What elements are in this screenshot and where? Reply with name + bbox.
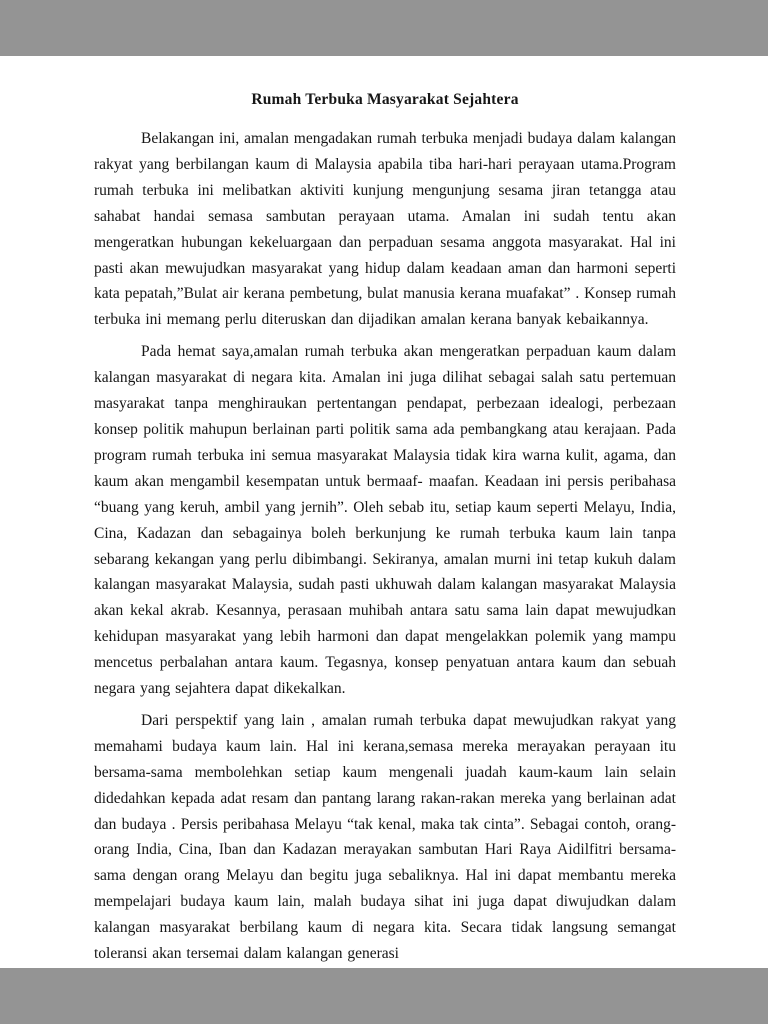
paragraph-3: Dari perspektif yang lain , amalan rumah terbuka dapat mewujudkan rakyat yang memahami budaya kaum lain. Hal ini kerana,semasa mereka merayakan perayaan itu bersama-sama membolehkan setiap kaum mengenali juadah kaum-kaum lain selain didedahkan kepada adat resam dan pantang larang rakan-rakan mereka yang berlainan adat dan budaya . Persis peribahasa Melayu “tak kenal, maka tak cinta”. Sebagai contoh, orang-orang India, Cina, Iban dan Kadazan merayakan sambutan Hari Raya Aidilfitri bersama-sama dengan orang Melayu dan begitu juga sebaliknya. Hal ini dapat membantu mereka mempelajari budaya kaum lain, malah budaya sihat ini juga dapat diwujudkan dalam kalangan masyarakat berbilang kaum di negara kita. Secara tidak langsung semangat toleransi akan tersemai dalam kalangan generasi	[94, 711, 676, 963]
paragraph-2: Pada hemat saya,amalan rumah terbuka akan mengeratkan perpaduan kaum dalam kalangan masyarakat di negara kita. Amalan ini juga dilihat sebagai salah satu pertemuan masyarakat tanpa menghiraukan pertentangan pendapat, perbezaan idealogi, perbezaan konsep politik mahupun berlainan parti politik sama ada pembangkang atau kerajaan. Pada program rumah terbuka ini semua masyarakat Malaysia tidak kira warna kulit, agama, dan kaum akan mengambil kesempatan untuk bermaaf- maafan. Keadaan ini persis peribahasa “buang yang keruh, ambil yang jernih”. Oleh sebab itu, setiap kaum seperti Melayu, India, Cina, Kadazan dan sebagainya boleh berkunjung ke rumah terbuka kaum lain tanpa sebarang kekangan yang perlu dibimbangi. Sekiranya, amalan murni ini tetap kukuh dalam kalangan masyarakat Malaysia, sudah pasti ukhuwah dalam kalangan masyarakat Malaysia akan kekal akrab. Kesannya, perasaan muhibah antara satu sama lain dapat mewujudkan kehidupan masyarakat yang lebih harmoni dan dapat mengelakkan polemik yang mampu mencetus perbalahan antara kaum. Tegasnya, konsep penyatuan antara kaum dan sebuah negara yang sejahtera dapat dikekalkan.	[94, 343, 676, 698]
document-page	[0, 56, 768, 968]
paragraph-1: Belakangan ini, amalan mengadakan rumah terbuka menjadi budaya dalam kalangan rakyat yang berbilangan kaum di Malaysia apabila tiba hari-hari perayaan utama.Program rumah terbuka ini melibatkan aktiviti kunjung mengunjung sesama jiran tetangga atau sahabat handai semasa sambutan perayaan utama. Amalan ini sudah tentu akan mengeratkan hubungan kekeluargaan dan perpaduan sesama anggota masyarakat. Hal ini pasti akan mewujudkan masyarakat yang hidup dalam keadaan aman dan harmoni seperti kata pepatah,”Bulat air kerana pembetung, bulat manusia kerana muafakat” . Konsep rumah terbuka ini memang perlu diteruskan dan dijadikan amalan kerana banyak kebaikannya.	[94, 130, 676, 329]
document-title: Rumah Terbuka Masyarakat Sejahtera	[251, 91, 519, 108]
